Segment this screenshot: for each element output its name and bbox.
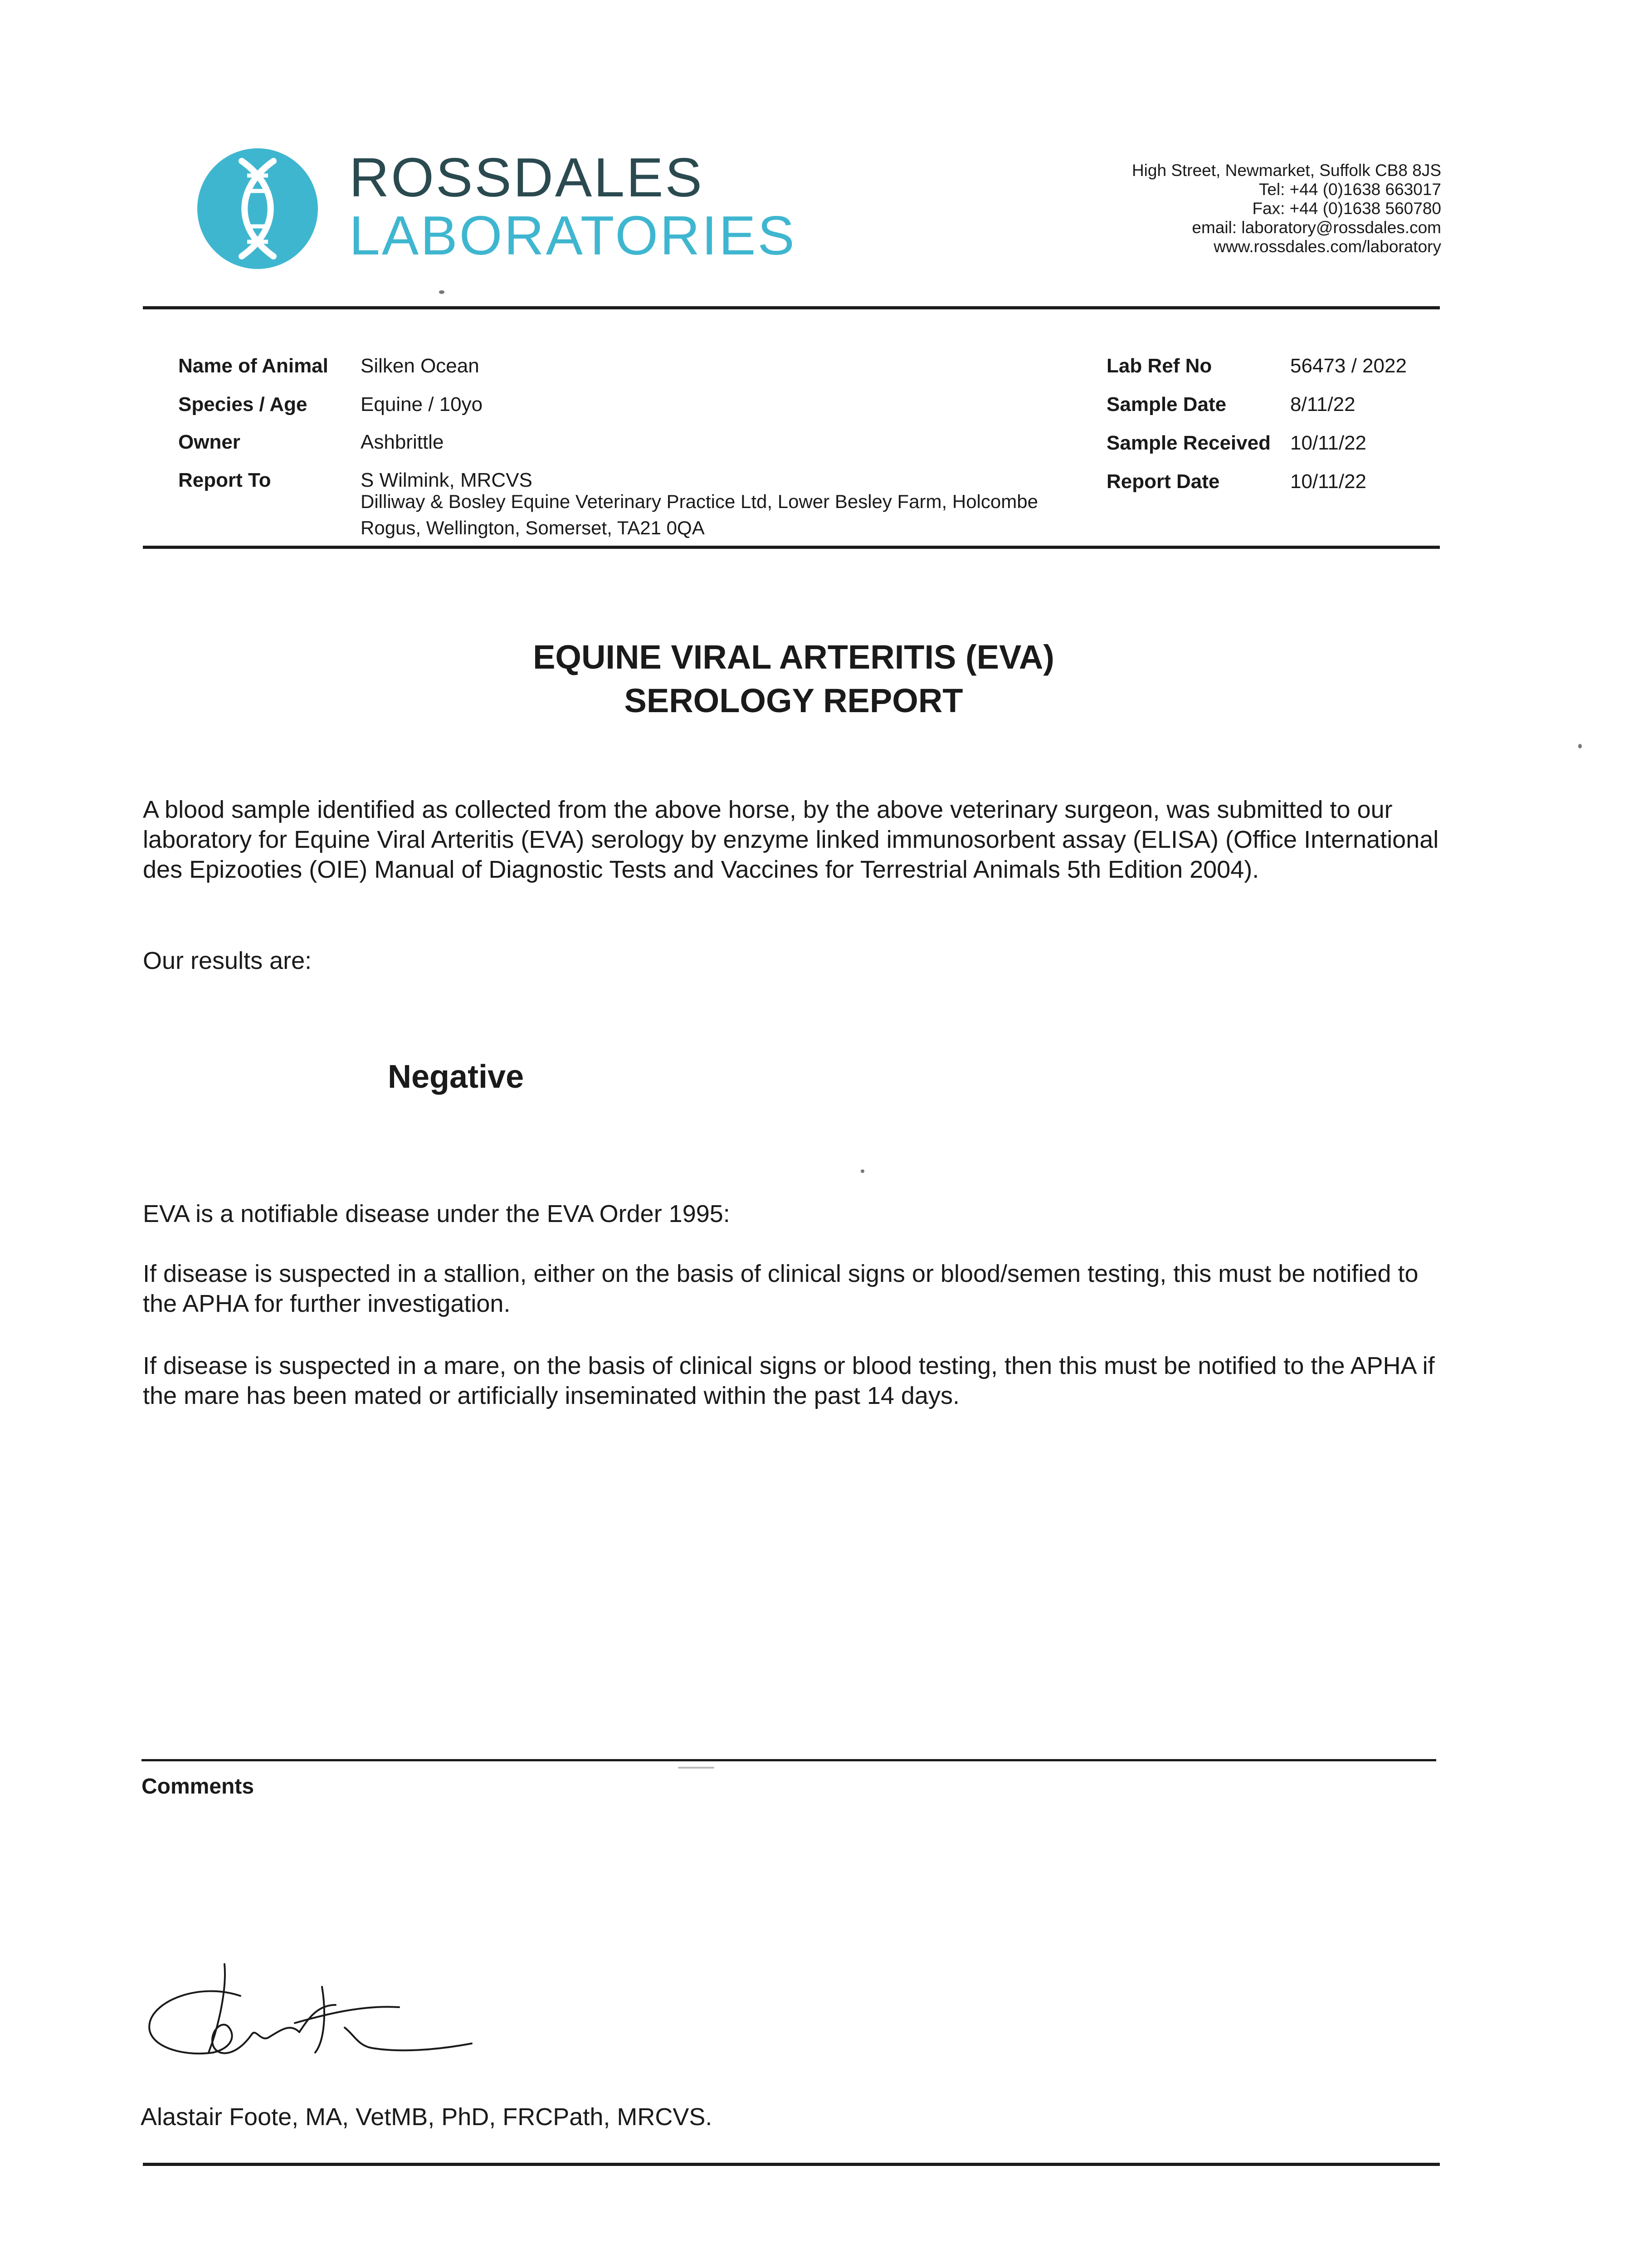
scan-speck	[1578, 744, 1582, 748]
lab-ref-value: 56473 / 2022	[1290, 355, 1407, 377]
address-email: email: laboratory@rossdales.com	[1192, 218, 1441, 237]
report-title-line2: SEROLOGY REPORT	[624, 682, 963, 719]
sample-date-value: 8/11/22	[1290, 393, 1355, 415]
intro-paragraph: A blood sample identified as collected from the above horse, by the above veterinary surgeon, was submitted to our laboratory for Equine Viral Arteritis (EVA) serology by enzyme linked immunosorbent assay (ELISA) (Office International des Epizooties (OIE) Manual of Diagnostic Tests and Vaccines for Terrestrial Animals 5th Edition 2004).	[143, 796, 1439, 883]
notifiable-statement: EVA is a notifiable disease under the EVA Order 1995:	[143, 1200, 730, 1227]
report-to-address-line2: Rogus, Wellington, Somerset, TA21 0QA	[361, 517, 705, 538]
report-to-address-line1: Dilliway & Bosley Equine Veterinary Practice Ltd, Lower Besley Farm, Holcombe	[361, 491, 1038, 512]
report-date-label: Report Date	[1107, 470, 1220, 493]
sample-received-label: Sample Received	[1107, 432, 1271, 454]
name-of-animal-value: Silken Ocean	[361, 355, 479, 377]
name-of-animal-label: Name of Animal	[178, 355, 328, 377]
dna-helix-icon	[196, 147, 319, 270]
scan-speck	[439, 290, 444, 294]
report-to-label: Report To	[178, 469, 271, 491]
stallion-paragraph: If disease is suspected in a stallion, either on the basis of clinical signs or blood/semen testing, this must be notified to the APHA for further investigation.	[143, 1260, 1419, 1317]
scan-speck	[861, 1169, 864, 1173]
address-street: High Street, Newmarket, Suffolk CB8 8JS	[1131, 161, 1441, 180]
handwritten-signature	[145, 1955, 481, 2077]
report-title-line1: EQUINE VIRAL ARTERITIS (EVA)	[533, 638, 1054, 676]
mare-paragraph: If disease is suspected in a mare, on the basis of clinical signs or blood testing, then this must be notified to the APHA if the mare has been mated or artificially inseminated within the past 14 days.	[143, 1352, 1435, 1409]
report-date-value: 10/11/22	[1290, 470, 1367, 493]
species-age-label: Species / Age	[178, 393, 307, 415]
comments-label: Comments	[141, 1774, 254, 1799]
scan-speck	[678, 1767, 714, 1769]
brand-name-line2: LABORATORIES	[349, 205, 796, 266]
species-age-value: Equine / 10yo	[361, 393, 483, 415]
results-lead: Our results are:	[143, 947, 312, 974]
signatory-name: Alastair Foote, MA, VetMB, PhD, FRCPath, MRCVS.	[141, 2103, 712, 2131]
address-fax: Fax: +44 (0)1638 560780	[1252, 199, 1441, 218]
comments-divider	[141, 1759, 1436, 1761]
footer-divider	[143, 2163, 1440, 2166]
address-web: www.rossdales.com/laboratory	[1214, 237, 1441, 256]
lab-address-block	[1132, 161, 1441, 256]
header-divider	[143, 306, 1440, 309]
owner-label: Owner	[178, 431, 240, 453]
address-tel: Tel: +44 (0)1638 663017	[1258, 180, 1441, 199]
sample-received-value: 10/11/22	[1290, 432, 1367, 454]
report-to-name: S Wilmink, MRCVS	[361, 469, 532, 491]
brand-name-line1: ROSSDALES	[349, 147, 704, 208]
result-value: Negative	[388, 1059, 524, 1095]
owner-value: Ashbrittle	[361, 431, 444, 453]
details-divider	[143, 546, 1440, 549]
sample-date-label: Sample Date	[1107, 393, 1227, 415]
lab-ref-label: Lab Ref No	[1107, 355, 1212, 377]
